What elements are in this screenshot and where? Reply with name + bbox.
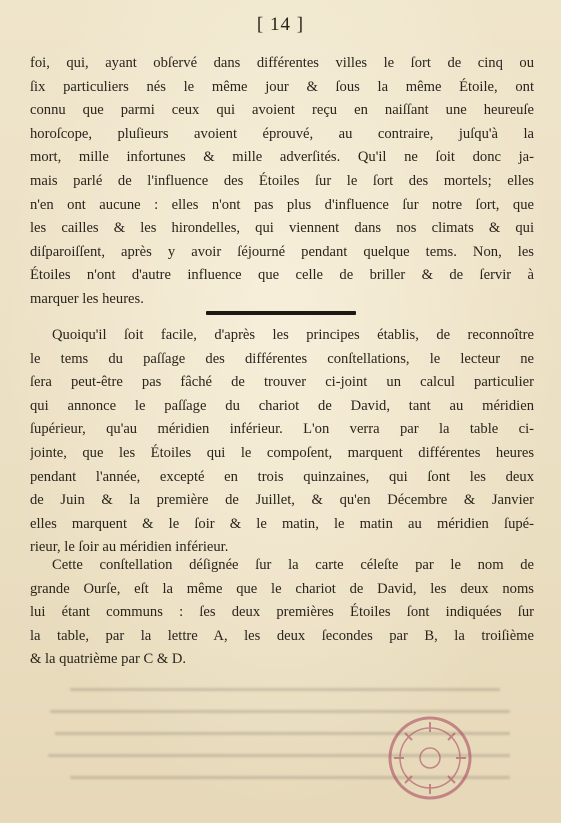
text-line: mais parlé de l'influence des Étoiles ſur le ſort des mortels; elles <box>30 172 534 189</box>
text-line: qui annonce le paſſage du chariot de David, tant au méridien <box>30 397 534 414</box>
section-divider-rule <box>206 311 356 315</box>
text-line: & la quatrième par C & D. <box>30 651 187 668</box>
text-line: elles marquent & le ſoir & le matin, le matin au méridien ſupé- <box>30 515 534 532</box>
text-line: diſparoiſſent, après y avoir ſéjourné pendant quelque tems. Non, les <box>30 243 534 260</box>
text-line: lui étant communs : ſes deux premières Étoiles ſont indiquées ſur <box>30 604 534 621</box>
text-line: Cette conſtellation déſignée ſur la carte céleſte par le nom de <box>52 557 534 573</box>
text-line: horoſcope, pluſieurs avoient éprouvé, au contraire, juſqu'à la <box>30 125 534 142</box>
text-line: marquer les heures. <box>30 290 144 307</box>
text-line: de Juin & la première de Juillet, & qu'en Décembre & Janvier <box>30 492 534 509</box>
text-line: jointe, que les Étoiles qui le compoſent, marquent différentes heures <box>30 444 534 461</box>
page-number: [ 14 ] <box>256 14 305 35</box>
text-line: Étoiles n'ont d'autre influence que celle de briller & de ſervir à <box>30 267 534 284</box>
library-stamp-seal <box>384 712 476 804</box>
text-line: foi, qui, ayant obſervé dans différentes villes le ſort de cinq ou <box>30 55 534 71</box>
text-line: mort, mille infortunes & mille adverſités. Qu'il ne ſoit donc ja- <box>30 149 534 166</box>
text-line: ſupérieur, qu'au méridien inférieur. L'on verra par la table ci- <box>30 421 534 438</box>
text-line: connu que parmi ceux qui avoient reçu en naiſſant une heureuſe <box>30 102 534 119</box>
paragraph-1 <box>30 52 534 312</box>
text-line: la table, par la lettre A, les deux ſecondes par B, la troiſième <box>30 627 534 644</box>
text-line: n'en ont aucune : elles n'ont pas plus d'influence ſur notre ſort, que <box>30 196 534 213</box>
text-line: ſix particuliers nés le même jour & ſous la même Étoile, ont <box>30 78 534 95</box>
text-line: les cailles & les hirondelles, qui viennent dans nos climats & qui <box>30 220 534 237</box>
text-line: rieur, le ſoir au méridien inférieur. <box>30 539 229 556</box>
text-line: ſera peut-être pas fâché de trouver ci-joint un calcul particulier <box>30 374 534 391</box>
paragraph-2 <box>30 324 534 560</box>
text-line: le tems du paſſage des différentes conſtellations, le lecteur ne <box>30 350 534 367</box>
text-line: Quoiqu'il ſoit facile, d'après les principes établis, de reconnoître <box>52 327 534 343</box>
text-line: pendant l'année, excepté en trois quinzaines, qui ſont les deux <box>30 468 534 485</box>
paragraph-3 <box>30 554 534 672</box>
text-line: grande Ourſe, eſt la même que le chariot de David, les deux noms <box>30 580 534 597</box>
